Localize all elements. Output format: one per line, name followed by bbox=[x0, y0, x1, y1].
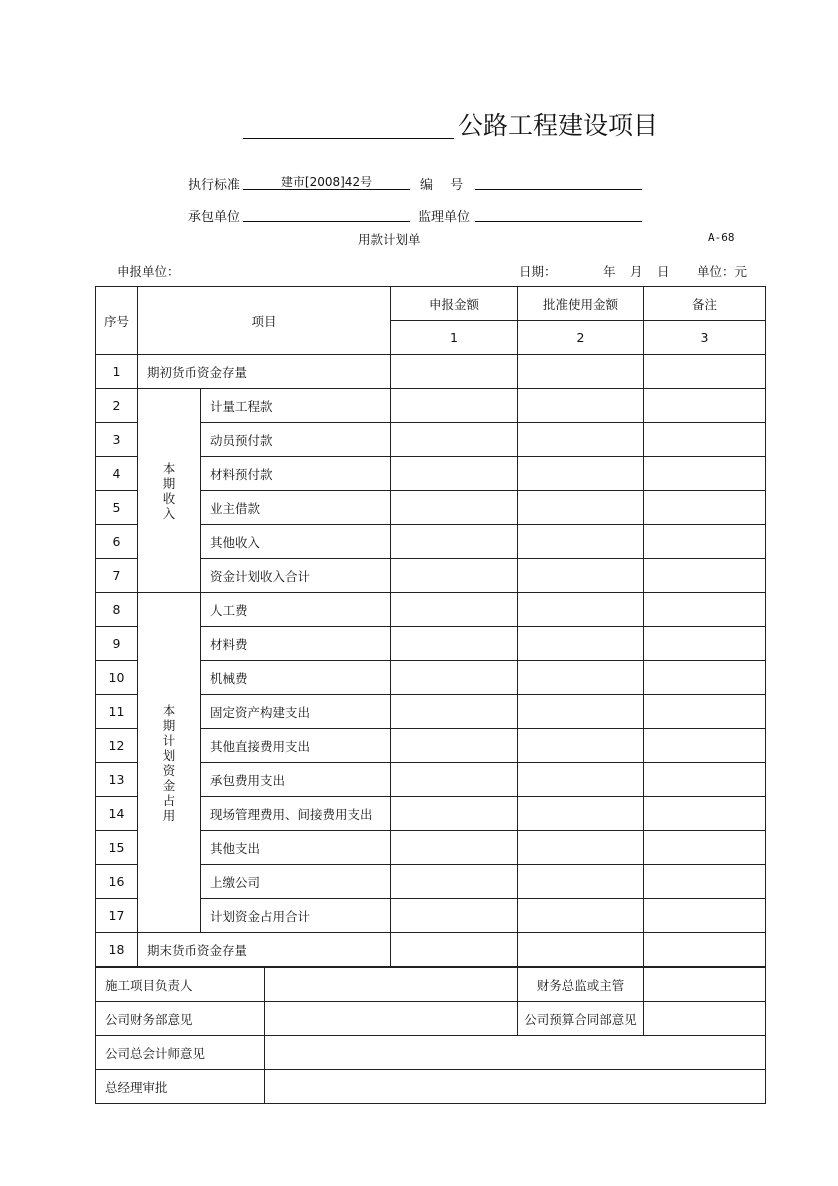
row-label: 计划资金占用合计 bbox=[201, 899, 391, 933]
row-label: 其他支出 bbox=[201, 831, 391, 865]
declared-amount-cell[interactable] bbox=[391, 899, 518, 933]
declared-amount-cell[interactable] bbox=[391, 389, 518, 423]
approved-amount-cell[interactable] bbox=[518, 763, 644, 797]
remark-cell[interactable] bbox=[644, 457, 766, 491]
row-number: 12 bbox=[96, 729, 138, 763]
approved-amount-cell[interactable] bbox=[518, 491, 644, 525]
day-label: 日 bbox=[657, 264, 670, 279]
remark-cell[interactable] bbox=[644, 559, 766, 593]
declared-amount-cell[interactable] bbox=[391, 559, 518, 593]
finance-director-field[interactable] bbox=[644, 968, 766, 1002]
project-lead-label: 施工项目负责人 bbox=[96, 968, 265, 1002]
declared-amount-cell[interactable] bbox=[391, 423, 518, 457]
table-row bbox=[96, 593, 766, 627]
declared-amount-cell[interactable] bbox=[391, 695, 518, 729]
row-label: 现场管理费用、间接费用支出 bbox=[201, 797, 391, 831]
month-label: 月 bbox=[630, 264, 643, 279]
page-title: 公路工程建设项目 bbox=[458, 111, 659, 140]
date-label: 日期： bbox=[519, 264, 557, 279]
approved-amount-cell[interactable] bbox=[518, 593, 644, 627]
row-number: 16 bbox=[96, 865, 138, 899]
row-label: 材料预付款 bbox=[201, 457, 391, 491]
budget-dept-field[interactable] bbox=[644, 1002, 766, 1036]
group-income bbox=[138, 389, 201, 593]
remark-cell[interactable] bbox=[644, 491, 766, 525]
row-number: 4 bbox=[96, 457, 138, 491]
project-lead-field[interactable] bbox=[265, 968, 518, 1002]
approved-amount-cell[interactable] bbox=[518, 627, 644, 661]
approved-amount-cell[interactable] bbox=[518, 899, 644, 933]
header-approved: 批准使用金额 bbox=[518, 287, 644, 321]
form-name: 用款计划单 bbox=[358, 232, 421, 247]
approved-amount-cell[interactable] bbox=[518, 729, 644, 763]
row-number: 18 bbox=[96, 933, 138, 967]
row-number: 2 bbox=[96, 389, 138, 423]
remark-cell[interactable] bbox=[644, 933, 766, 967]
approved-amount-cell[interactable] bbox=[518, 355, 644, 389]
approved-amount-cell[interactable] bbox=[518, 525, 644, 559]
remark-cell[interactable] bbox=[644, 525, 766, 559]
row-label: 动员预付款 bbox=[201, 423, 391, 457]
declared-amount-cell[interactable] bbox=[391, 491, 518, 525]
row-label: 资金计划收入合计 bbox=[201, 559, 391, 593]
declared-amount-cell[interactable] bbox=[391, 933, 518, 967]
approved-amount-cell[interactable] bbox=[518, 457, 644, 491]
chief-accountant-field[interactable] bbox=[265, 1036, 766, 1070]
table-row bbox=[96, 355, 766, 389]
project-name-blank[interactable] bbox=[243, 138, 454, 139]
supervisor-field[interactable] bbox=[475, 205, 642, 222]
approved-amount-cell[interactable] bbox=[518, 933, 644, 967]
gm-approval-label: 总经理审批 bbox=[96, 1070, 265, 1104]
row-number: 8 bbox=[96, 593, 138, 627]
row-label: 其他直接费用支出 bbox=[201, 729, 391, 763]
approved-amount-cell[interactable] bbox=[518, 389, 644, 423]
group-usage bbox=[138, 593, 201, 933]
row-label: 机械费 bbox=[201, 661, 391, 695]
approved-amount-cell[interactable] bbox=[518, 661, 644, 695]
number-field[interactable] bbox=[475, 173, 642, 190]
declared-amount-cell[interactable] bbox=[391, 865, 518, 899]
remark-cell[interactable] bbox=[644, 593, 766, 627]
header-col-2: 2 bbox=[518, 321, 644, 355]
remark-cell[interactable] bbox=[644, 355, 766, 389]
header-seq: 序号 bbox=[96, 287, 138, 355]
declared-amount-cell[interactable] bbox=[391, 729, 518, 763]
header-remark: 备注 bbox=[644, 287, 766, 321]
remark-cell[interactable] bbox=[644, 797, 766, 831]
remark-cell[interactable] bbox=[644, 695, 766, 729]
declared-amount-cell[interactable] bbox=[391, 661, 518, 695]
approved-amount-cell[interactable] bbox=[518, 865, 644, 899]
declared-amount-cell[interactable] bbox=[391, 763, 518, 797]
row-number: 11 bbox=[96, 695, 138, 729]
row-number: 10 bbox=[96, 661, 138, 695]
remark-cell[interactable] bbox=[644, 423, 766, 457]
row-label: 计量工程款 bbox=[201, 389, 391, 423]
year-label: 年 bbox=[603, 264, 616, 279]
remark-cell[interactable] bbox=[644, 661, 766, 695]
row-number: 17 bbox=[96, 899, 138, 933]
standard-label: 执行标准 bbox=[188, 178, 241, 193]
signoff-table bbox=[95, 967, 766, 1104]
declared-amount-cell[interactable] bbox=[391, 457, 518, 491]
finance-director-label: 财务总监或主管 bbox=[518, 968, 644, 1002]
header-col-3: 3 bbox=[644, 321, 766, 355]
row-label: 业主借款 bbox=[201, 491, 391, 525]
row-number: 6 bbox=[96, 525, 138, 559]
table-row bbox=[96, 933, 766, 967]
row-number: 14 bbox=[96, 797, 138, 831]
declared-amount-cell[interactable] bbox=[391, 593, 518, 627]
remark-cell[interactable] bbox=[644, 389, 766, 423]
remark-cell[interactable] bbox=[644, 831, 766, 865]
header-declared: 申报金额 bbox=[391, 287, 518, 321]
row-label: 材料费 bbox=[201, 627, 391, 661]
header-item: 项目 bbox=[138, 287, 391, 355]
remark-cell[interactable] bbox=[644, 729, 766, 763]
row-number: 3 bbox=[96, 423, 138, 457]
row-label: 人工费 bbox=[201, 593, 391, 627]
declared-amount-cell[interactable] bbox=[391, 355, 518, 389]
row-label: 固定资产构建支出 bbox=[201, 695, 391, 729]
remark-cell[interactable] bbox=[644, 627, 766, 661]
form-code: A-68 bbox=[708, 231, 735, 244]
number-label: 编 号 bbox=[420, 178, 464, 193]
row-label: 上缴公司 bbox=[201, 865, 391, 899]
approved-amount-cell[interactable] bbox=[518, 797, 644, 831]
group-label: 本期收入 bbox=[162, 460, 176, 521]
row-label: 期初货币资金存量 bbox=[138, 355, 391, 389]
row-number: 13 bbox=[96, 763, 138, 797]
standard-value[interactable]: 建市[2008]42号 bbox=[243, 173, 410, 190]
budget-dept-label: 公司预算合同部意见 bbox=[518, 1002, 644, 1036]
row-number: 5 bbox=[96, 491, 138, 525]
row-number: 15 bbox=[96, 831, 138, 865]
declared-amount-cell[interactable] bbox=[391, 627, 518, 661]
declared-amount-cell[interactable] bbox=[391, 525, 518, 559]
approved-amount-cell[interactable] bbox=[518, 423, 644, 457]
row-label: 承包费用支出 bbox=[201, 763, 391, 797]
group-label: 本期计划资金占用 bbox=[162, 702, 176, 823]
fund-plan-table bbox=[95, 286, 766, 967]
table-row bbox=[96, 389, 766, 423]
remark-cell[interactable] bbox=[644, 865, 766, 899]
supervisor-label: 监理单位 bbox=[418, 210, 471, 225]
contractor-field[interactable] bbox=[243, 205, 410, 222]
row-number: 1 bbox=[96, 355, 138, 389]
remark-cell[interactable] bbox=[644, 899, 766, 933]
contractor-label: 承包单位 bbox=[188, 210, 241, 225]
gm-approval-field[interactable] bbox=[265, 1070, 766, 1104]
row-label: 其他收入 bbox=[201, 525, 391, 559]
chief-accountant-label: 公司总会计师意见 bbox=[96, 1036, 265, 1070]
applicant-label: 申报单位： bbox=[117, 264, 180, 279]
unit-label: 单位：元 bbox=[697, 264, 748, 279]
declared-amount-cell[interactable] bbox=[391, 831, 518, 865]
declared-amount-cell[interactable] bbox=[391, 797, 518, 831]
finance-dept-field[interactable] bbox=[265, 1002, 518, 1036]
row-label: 期末货币资金存量 bbox=[138, 933, 391, 967]
remark-cell[interactable] bbox=[644, 763, 766, 797]
approved-amount-cell[interactable] bbox=[518, 695, 644, 729]
row-number: 9 bbox=[96, 627, 138, 661]
approved-amount-cell[interactable] bbox=[518, 831, 644, 865]
approved-amount-cell[interactable] bbox=[518, 559, 644, 593]
finance-dept-label: 公司财务部意见 bbox=[96, 1002, 265, 1036]
row-number: 7 bbox=[96, 559, 138, 593]
header-col-1: 1 bbox=[391, 321, 518, 355]
